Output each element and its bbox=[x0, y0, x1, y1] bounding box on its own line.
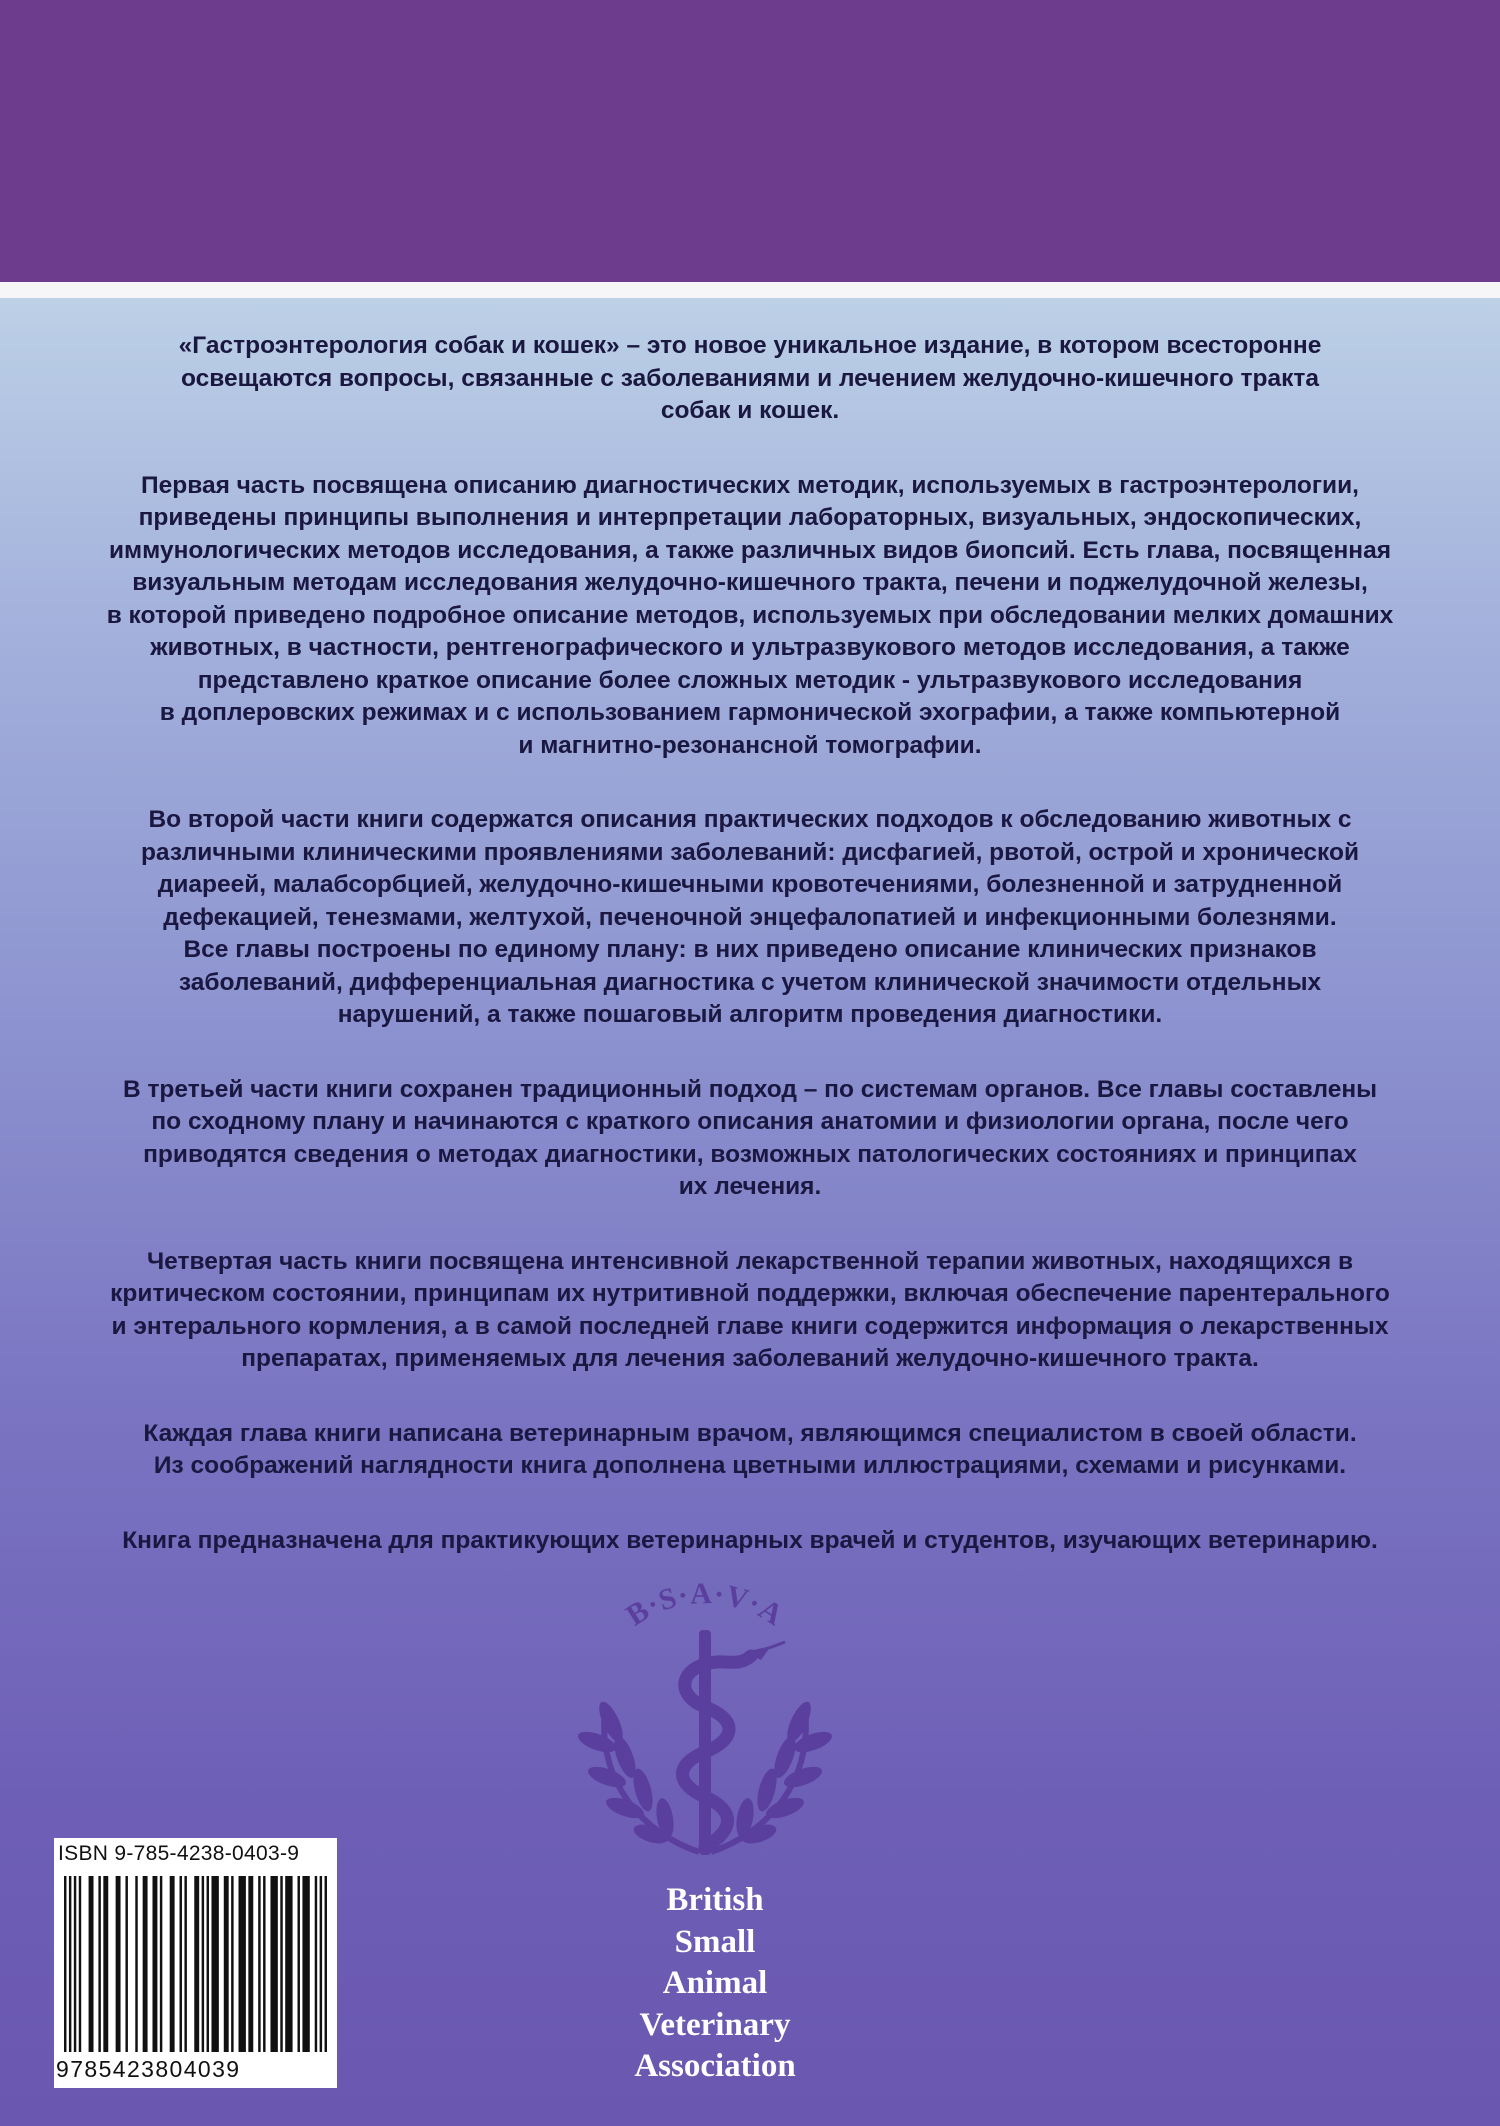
text-line: нарушений, а также пошаговый алгоритм проведения диагностики. bbox=[337, 1001, 1163, 1028]
text-line: дефекацией, тенезмами, желтухой, печеночной энцефалопатией и инфекционными болезнями. bbox=[163, 903, 1337, 931]
barcode-bar bbox=[248, 1876, 253, 2052]
text-line: их лечения. bbox=[678, 1173, 822, 1200]
text-line: Из соображений наглядности книга дополнена цветными иллюстрациями, схемами и рисунками. bbox=[153, 1452, 1347, 1479]
text-line: приведены принципы выполнения и интерпретации лабораторных, визуальных, эндоскопических, bbox=[138, 504, 1362, 531]
paragraph bbox=[55, 470, 1445, 763]
text-line: по сходному плану и начинаются с краткого описания анатомии и физиологии органа, после чего bbox=[151, 1108, 1349, 1135]
barcode-bar bbox=[89, 1876, 94, 2052]
annotation-text bbox=[55, 330, 1445, 1599]
text-line: представлено краткое описание более сложных методик - ультразвукового исследования bbox=[197, 666, 1303, 694]
isbn-label: ISBN 9-785-4238-0403-9 bbox=[58, 1842, 300, 1865]
caption-line: Association bbox=[634, 2048, 796, 2084]
barcode-bar bbox=[315, 1876, 317, 2052]
paragraph bbox=[55, 804, 1445, 1032]
barcode-bar bbox=[98, 1876, 100, 2052]
bsava-letters: B·S·A·V·A bbox=[620, 1577, 790, 1633]
barcode-bar bbox=[285, 1876, 292, 2052]
top-purple-band bbox=[0, 0, 1500, 282]
barcode-bar bbox=[239, 1876, 246, 2052]
barcode-bar bbox=[325, 1876, 327, 2052]
white-divider-stripe bbox=[0, 282, 1500, 298]
barcode-bar bbox=[231, 1876, 233, 2052]
barcode-bar bbox=[125, 1876, 127, 2052]
barcode-bar bbox=[302, 1876, 309, 2052]
barcode-digits: 9785423804039 bbox=[56, 2056, 241, 2082]
text-line: животных, в частности, рентгенографического и ультразвукового методов исследования, а также bbox=[150, 634, 1350, 661]
text-line: визуальным методам исследования желудочно-кишечного тракта, печени и поджелудочной железы, bbox=[132, 569, 1368, 596]
barcode-bar bbox=[74, 1876, 76, 2052]
text-line: Книга предназначена для практикующих ветеринарных врачей и студентов, изучающих ветеринарию. bbox=[122, 1526, 1378, 1554]
text-line: Четвертая часть книги посвящена интенсивной лекарственной терапии животных, находящихся в bbox=[146, 1247, 1354, 1275]
bsava-logo bbox=[575, 1572, 835, 1862]
barcode-bar bbox=[135, 1876, 137, 2052]
text-line: Каждая глава книги написана ветеринарным врачом, являющимся специалистом в своей области. bbox=[143, 1419, 1357, 1447]
barcode-bar bbox=[270, 1876, 277, 2052]
barcode-box bbox=[54, 1838, 337, 2088]
barcode-bar bbox=[224, 1876, 229, 2052]
barcode-bar bbox=[170, 1876, 175, 2052]
text-line: иммунологических методов исследования, а также различных видов биопсий. Есть глава, посвященная bbox=[109, 536, 1391, 564]
barcode-bar bbox=[211, 1876, 218, 2052]
barcode-bar bbox=[152, 1876, 157, 2052]
text-line: «Гастроэнтерология собак и кошек» – это новое уникальное издание, в котором всесторонне bbox=[178, 332, 1322, 359]
text-line: Первая часть посвящена описанию диагностических методик, используемых в гастроэнтерологии, bbox=[141, 471, 1359, 499]
barcode-bar bbox=[298, 1876, 300, 2052]
text-line: и магнитно-резонансной томографии. bbox=[518, 731, 982, 759]
text-line: приводятся сведения о методах диагностики, возможных патологических состояниях и принципах bbox=[143, 1140, 1357, 1168]
text-line: Во второй части книги содержатся описания практических подходов к обследованию животных с bbox=[148, 806, 1352, 833]
barcode-bar bbox=[207, 1876, 209, 2052]
barcode-icon bbox=[64, 1876, 327, 2052]
barcode-bar bbox=[263, 1876, 265, 2052]
text-line: препаратах, применяемых для лечения заболеваний желудочно-кишечного тракта. bbox=[241, 1345, 1259, 1372]
barcode-bar bbox=[103, 1876, 108, 2052]
barcode-bar bbox=[202, 1876, 204, 2052]
text-line: освещаются вопросы, связанные с заболеваниями и лечением желудочно-кишечного тракта bbox=[180, 364, 1320, 392]
caption-line: Animal bbox=[662, 1965, 768, 2001]
barcode-bar bbox=[180, 1876, 182, 2052]
paragraph bbox=[55, 1525, 1445, 1558]
barcode-bar bbox=[116, 1876, 121, 2052]
text-line: диареей, малабсорбцией, желудочно-кишечными кровотечениями, болезненной и затрудненной bbox=[157, 871, 1343, 898]
text-line: и энтерального кормления, а в самой последней главе книги содержится информация о лекарственных bbox=[111, 1312, 1389, 1340]
barcode-bar bbox=[79, 1876, 81, 2052]
rod-of-asclepius-laurel-wreath-icon bbox=[575, 1572, 835, 1862]
text-line: заболеваний, дифференциальная диагностика с учетом клинической значимости отдельных bbox=[178, 968, 1322, 996]
barcode-bar bbox=[320, 1876, 322, 2052]
paragraph bbox=[55, 1418, 1445, 1483]
caption-line: Small bbox=[674, 1923, 756, 1960]
barcode-bar bbox=[184, 1876, 186, 2052]
text-line: в доплеровских режимах и с использованием гармонической эхографии, а также компьютерной bbox=[159, 699, 1341, 726]
text-line: В третьей части книги сохранен традиционный подход – по системам органов. Все главы составлены bbox=[122, 1075, 1378, 1103]
barcode-bar bbox=[64, 1876, 66, 2052]
barcode-bar bbox=[143, 1876, 148, 2052]
caption-line: Veterinary bbox=[639, 2006, 791, 2043]
barcode-bar bbox=[160, 1876, 162, 2052]
text-line: Все главы построены по единому плану: в них приведено описание клинических признаков bbox=[183, 936, 1317, 963]
caption-line: British bbox=[666, 1882, 764, 1918]
text-line: различными клиническими проявлениями заболеваний: дисфагией, рвотой, острой и хронической bbox=[140, 838, 1360, 866]
barcode-bar bbox=[69, 1876, 71, 2052]
bsava-caption bbox=[600, 1880, 830, 2088]
text-line: собак и кошек. bbox=[660, 397, 840, 424]
barcode-bar bbox=[194, 1876, 199, 2052]
text-line: критическом состоянии, принципам их нутритивной поддержки, включая обеспечение парентерального bbox=[110, 1280, 1390, 1307]
paragraph bbox=[55, 330, 1445, 428]
barcode-bar bbox=[258, 1876, 260, 2052]
text-line: в которой приведено подробное описание методов, используемых при обследовании мелких домашних bbox=[106, 601, 1394, 629]
barcode-bar bbox=[280, 1876, 282, 2052]
paragraph bbox=[55, 1246, 1445, 1376]
paragraph bbox=[55, 1074, 1445, 1204]
